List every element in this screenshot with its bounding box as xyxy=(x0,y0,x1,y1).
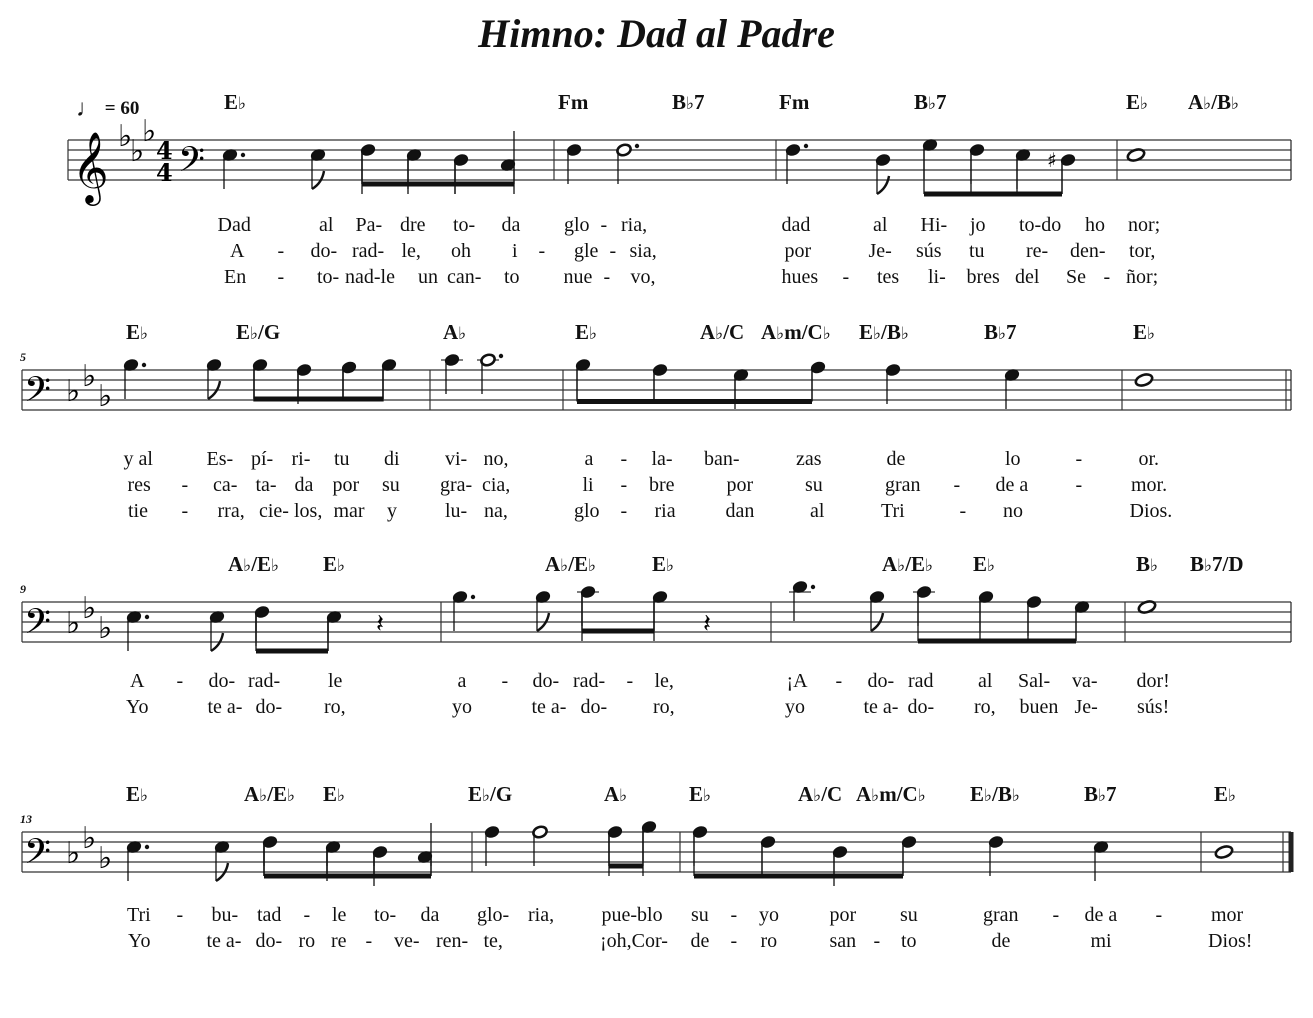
lyric-syllable: i xyxy=(512,240,518,262)
lyric-syllable: ro, xyxy=(324,696,346,718)
lyric-syllable: den- xyxy=(1070,240,1106,262)
lyric-syllable: ro, xyxy=(653,696,675,718)
chord-symbol: E♭ xyxy=(689,782,712,806)
lyric-syllable: tad xyxy=(257,904,282,926)
lyric-syllable: va- xyxy=(1072,670,1098,692)
lyric-syllable: do- xyxy=(907,696,935,718)
lyric-syllable: or. xyxy=(1138,448,1160,470)
lyric-syllable: - xyxy=(277,266,285,288)
chord-symbol: B♭7 xyxy=(984,320,1017,344)
lyric-syllable: da xyxy=(294,474,314,496)
lyric-syllable: su xyxy=(805,474,823,496)
bass-clef-icon: 𝄢 xyxy=(24,601,52,650)
lyric-syllable: do- xyxy=(255,696,283,718)
staff-system-1 xyxy=(0,86,1313,326)
chord-symbol: E♭ xyxy=(652,552,675,576)
lyric-syllable: ria, xyxy=(528,904,555,926)
lyric-syllable: vo, xyxy=(630,266,656,288)
lyric-syllable: le, xyxy=(654,670,674,692)
lyric-syllable: Yo xyxy=(126,696,149,718)
bass-clef-icon: 𝄢 xyxy=(178,139,206,188)
lyric-syllable: sia, xyxy=(629,240,657,262)
lyric-syllable: pue-blo xyxy=(601,904,663,926)
chord-symbol: A♭/E♭ xyxy=(228,552,280,576)
chord-symbol: E♭ xyxy=(323,552,346,576)
lyric-syllable: - xyxy=(1075,474,1083,496)
lyric-syllable: bu- xyxy=(211,904,239,926)
chord-symbol: E♭ xyxy=(224,90,247,114)
lyric-syllable: - xyxy=(277,240,285,262)
lyric-syllable: te, xyxy=(483,930,503,952)
lyric-syllable: y xyxy=(387,500,397,522)
lyric-syllable: - xyxy=(365,930,373,952)
measure-number: 9 xyxy=(20,582,26,596)
lyric-syllable: - xyxy=(603,266,611,288)
lyric-syllable: del xyxy=(1015,266,1040,288)
lyric-syllable: Pa- xyxy=(355,214,383,236)
quarter-rest-icon: 𝄽 xyxy=(703,609,711,639)
lyric-syllable: ri- xyxy=(291,448,311,470)
lyric-syllable: - xyxy=(176,670,184,692)
lyric-syllable: te a- xyxy=(207,696,243,718)
lyric-syllable: - xyxy=(600,214,608,236)
lyric-syllable: da xyxy=(501,214,521,236)
flat-icon: ♭ xyxy=(98,379,113,414)
lyric-syllable: tor, xyxy=(1129,240,1156,262)
lyric-syllable: bres xyxy=(966,266,1000,288)
flat-icon: ♭ xyxy=(66,606,81,641)
lyric-syllable: un xyxy=(418,266,438,288)
bass-clef-icon: 𝄢 xyxy=(24,369,52,418)
lyric-syllable: - xyxy=(181,474,189,496)
lyric-syllable: su xyxy=(691,904,709,926)
lyric-syllable: Sal- xyxy=(1018,670,1051,692)
flat-icon: ♭ xyxy=(118,119,133,154)
lyric-syllable: jo xyxy=(970,214,986,236)
lyric-syllable: - xyxy=(620,474,628,496)
lyric-syllable: dre xyxy=(400,214,426,236)
chord-symbol: E♭/G xyxy=(468,782,513,806)
lyric-syllable: do- xyxy=(310,240,338,262)
lyric-syllable: zas xyxy=(796,448,822,470)
song-title: Himno: Dad al Padre xyxy=(478,11,835,56)
lyric-syllable: dor! xyxy=(1136,670,1170,692)
lyric-syllable: dad xyxy=(781,214,811,236)
treble-clef-icon: 𝄞 xyxy=(72,130,109,203)
lyric-syllable: Dad xyxy=(217,214,251,236)
lyric-syllable: por xyxy=(784,240,812,262)
lyric-syllable: ria xyxy=(654,500,676,522)
lyric-syllable: - xyxy=(1052,904,1060,926)
lyric-syllable: su xyxy=(382,474,400,496)
lyric-syllable: la- xyxy=(651,448,673,470)
chord-symbol: A♭ xyxy=(443,320,467,344)
lyric-syllable: do- xyxy=(255,930,283,952)
lyric-syllable: Tri xyxy=(881,500,905,522)
note-flag xyxy=(877,176,889,194)
lyric-syllable: rad- xyxy=(352,240,385,262)
lyric-syllable: do- xyxy=(867,670,895,692)
lyric-syllable: tu xyxy=(969,240,985,262)
lyric-syllable: de xyxy=(690,930,710,952)
quarter-rest-icon: 𝄽 xyxy=(376,609,384,639)
lyric-syllable: - xyxy=(620,448,628,470)
lyric-syllable: rra, xyxy=(217,500,245,522)
lyric-syllable: te a- xyxy=(206,930,242,952)
lyric-syllable: al xyxy=(319,214,334,236)
dot xyxy=(499,354,503,358)
lyric-syllable: tie xyxy=(128,500,148,522)
lyric-syllable: te a- xyxy=(531,696,567,718)
lyric-syllable: ro, xyxy=(974,696,996,718)
lyric-syllable: - xyxy=(626,670,634,692)
dot xyxy=(804,144,808,148)
lyric-syllable: gran xyxy=(983,904,1019,926)
lyric-syllable: ñor; xyxy=(1126,266,1159,288)
chord-symbol: B♭ xyxy=(1136,552,1159,576)
chord-symbol: A♭/B♭ xyxy=(1188,90,1240,114)
chord-symbol: E♭ xyxy=(126,782,149,806)
lyric-syllable: cia, xyxy=(482,474,511,496)
lyric-syllable: a xyxy=(457,670,467,692)
lyric-syllable: Dios! xyxy=(1208,930,1253,952)
lyric-syllable: mar xyxy=(333,500,365,522)
lyric-syllable: de a xyxy=(1084,904,1118,926)
staff xyxy=(0,86,1313,326)
lyric-syllable: sús xyxy=(916,240,942,262)
flat-icon: ♭ xyxy=(66,836,81,871)
chord-symbol: A♭/E♭ xyxy=(882,552,934,576)
lyric-syllable: ren- xyxy=(436,930,469,952)
lyric-syllable: - xyxy=(1075,448,1083,470)
lyric-syllable: A xyxy=(230,240,245,262)
chord-symbol: B♭7/D xyxy=(1190,552,1244,576)
lyric-syllable: glo- xyxy=(477,904,510,926)
lyric-syllable: al xyxy=(810,500,825,522)
lyric-syllable: re xyxy=(331,930,347,952)
lyric-syllable: oh xyxy=(451,240,471,262)
bass-clef-icon: 𝄢 xyxy=(24,831,52,880)
lyric-syllable: - xyxy=(538,240,546,262)
lyric-syllable: na, xyxy=(484,500,508,522)
lyric-syllable: por xyxy=(829,904,857,926)
staff xyxy=(0,548,1313,788)
lyric-syllable: dan xyxy=(725,500,755,522)
lyric-syllable: Hi- xyxy=(920,214,948,236)
lyric-syllable: do- xyxy=(532,670,560,692)
lyric-syllable: y al xyxy=(123,448,153,470)
lyric-syllable: lo xyxy=(1005,448,1021,470)
lyric-syllable: mor xyxy=(1211,904,1244,926)
flat-icon: ♭ xyxy=(82,359,97,394)
lyric-syllable: - xyxy=(842,266,850,288)
chord-symbol: E♭/G xyxy=(236,320,281,344)
chord-symbol: A♭/E♭ xyxy=(545,552,597,576)
lyric-syllable: al xyxy=(873,214,888,236)
quarter-note-icon: ♩ xyxy=(76,96,100,122)
lyric-syllable: rad xyxy=(908,670,934,692)
lyric-syllable: de a xyxy=(995,474,1029,496)
lyric-syllable: ¡oh,Cor- xyxy=(600,930,668,952)
lyric-syllable: do- xyxy=(208,670,236,692)
chord-symbol: A♭/C xyxy=(798,782,843,806)
lyric-syllable: bre xyxy=(649,474,675,496)
sharp-icon: ♯ xyxy=(1047,148,1057,172)
dot xyxy=(142,363,146,367)
chord-symbol: Fm xyxy=(558,90,589,114)
lyric-syllable: ta- xyxy=(255,474,277,496)
lyric-syllable: Je- xyxy=(1074,696,1098,718)
staff-system-3 xyxy=(0,548,1313,788)
dot xyxy=(145,845,149,849)
lyric-syllable: re- xyxy=(1026,240,1049,262)
lyric-syllable: ria, xyxy=(621,214,648,236)
chord-symbol: E♭/B♭ xyxy=(859,320,909,344)
lyric-syllable: Dios. xyxy=(1129,500,1173,522)
chord-symbol: A♭/E♭ xyxy=(244,782,296,806)
lyric-syllable: al xyxy=(978,670,993,692)
lyric-syllable: le, xyxy=(401,240,421,262)
flat-icon: ♭ xyxy=(98,841,113,876)
lyric-syllable: do- xyxy=(580,696,608,718)
lyric-syllable: a xyxy=(584,448,594,470)
lyric-syllable: ban- xyxy=(704,448,740,470)
flat-icon: ♭ xyxy=(82,821,97,856)
chord-symbol: B♭7 xyxy=(914,90,947,114)
chord-symbol: E♭ xyxy=(323,782,346,806)
lyric-syllable: nor; xyxy=(1128,214,1161,236)
measure-number: 13 xyxy=(20,812,32,826)
lyric-syllable: da xyxy=(420,904,440,926)
lyric-syllable: to- xyxy=(317,266,340,288)
lyric-syllable: de xyxy=(886,448,906,470)
lyric-syllable: ro xyxy=(298,930,316,952)
staff-system-2 xyxy=(0,316,1313,556)
lyric-syllable: glo xyxy=(574,500,600,522)
lyric-syllable: to- xyxy=(453,214,476,236)
lyric-syllable: to xyxy=(504,266,520,288)
dot xyxy=(635,144,639,148)
dot xyxy=(145,615,149,619)
lyric-syllable: ro xyxy=(760,930,778,952)
note-head xyxy=(1214,844,1233,859)
lyric-syllable: ¡A xyxy=(786,670,808,692)
lyric-syllable: res xyxy=(127,474,151,496)
lyric-syllable: buen xyxy=(1019,696,1059,718)
lyric-syllable: glo xyxy=(564,214,590,236)
lyric-syllable: los, xyxy=(294,500,323,522)
lyric-syllable: gra- xyxy=(440,474,473,496)
chord-symbol: A♭m/C♭ xyxy=(761,320,831,344)
flat-icon: ♭ xyxy=(130,134,145,169)
dot xyxy=(241,153,245,157)
lyric-syllable: yo xyxy=(785,696,805,718)
chord-symbol: E♭ xyxy=(1133,320,1156,344)
lyric-syllable: no xyxy=(1003,500,1023,522)
lyric-syllable: to xyxy=(901,930,917,952)
dot xyxy=(471,595,475,599)
chord-symbol: A♭/C xyxy=(700,320,745,344)
lyric-syllable: - xyxy=(176,904,184,926)
lyric-syllable: to- xyxy=(374,904,397,926)
lyric-syllable: ca- xyxy=(213,474,238,496)
lyric-syllable: por xyxy=(726,474,754,496)
lyric-syllable: no, xyxy=(483,448,509,470)
lyric-syllable: te a- xyxy=(863,696,899,718)
note-head xyxy=(1134,372,1153,387)
flat-icon: ♭ xyxy=(98,611,113,646)
lyric-syllable: - xyxy=(620,500,628,522)
lyric-syllable: tu xyxy=(334,448,350,470)
lyric-syllable: - xyxy=(303,904,311,926)
chord-symbol: E♭ xyxy=(575,320,598,344)
chord-symbol: Fm xyxy=(779,90,810,114)
lyric-syllable: Se xyxy=(1066,266,1086,288)
lyric-syllable: gle xyxy=(574,240,599,262)
lyric-syllable: Je- xyxy=(868,240,892,262)
chord-symbol: E♭/B♭ xyxy=(970,782,1020,806)
staff-system-4 xyxy=(0,778,1313,1018)
lyric-syllable: - xyxy=(1103,266,1111,288)
flat-icon: ♭ xyxy=(66,374,81,409)
lyric-syllable: - xyxy=(953,474,961,496)
lyric-syllable: Es- xyxy=(206,448,234,470)
lyric-syllable: nue xyxy=(563,266,593,288)
staff xyxy=(0,778,1313,1018)
lyric-syllable: to-do xyxy=(1019,214,1062,236)
lyric-syllable: san xyxy=(829,930,857,952)
lyric-syllable: sús! xyxy=(1137,696,1170,718)
time-signature-top: 4 xyxy=(156,136,173,165)
lyric-syllable: A xyxy=(130,670,145,692)
chord-symbol: E♭ xyxy=(973,552,996,576)
lyric-syllable: mi xyxy=(1090,930,1112,952)
tempo-value: = 60 xyxy=(104,98,140,119)
chord-symbol: B♭7 xyxy=(672,90,705,114)
lyric-syllable: cie- xyxy=(259,500,289,522)
lyric-syllable: vi- xyxy=(445,448,468,470)
lyric-syllable: yo xyxy=(452,696,472,718)
lyric-syllable: di xyxy=(384,448,400,470)
lyric-syllable: por xyxy=(332,474,360,496)
lyric-syllable: tes xyxy=(877,266,900,288)
lyric-syllable: - xyxy=(835,670,843,692)
lyric-syllable: le xyxy=(332,904,347,926)
lyric-syllable: Yo xyxy=(128,930,151,952)
chord-symbol: E♭ xyxy=(1214,782,1237,806)
lyric-syllable: ve- xyxy=(394,930,420,952)
lyric-syllable: rad- xyxy=(573,670,606,692)
chord-symbol: B♭7 xyxy=(1084,782,1117,806)
chord-symbol: E♭ xyxy=(1126,90,1149,114)
lyric-syllable: - xyxy=(730,930,738,952)
lyric-syllable: nad-le xyxy=(345,266,395,288)
lyric-syllable: - xyxy=(609,240,617,262)
lyric-syllable: - xyxy=(1155,904,1163,926)
lyric-syllable: Tri xyxy=(127,904,151,926)
dot xyxy=(811,585,815,589)
lyric-syllable: li xyxy=(582,474,594,496)
lyric-syllable: de xyxy=(991,930,1011,952)
lyric-syllable: yo xyxy=(759,904,779,926)
lyric-syllable: hues xyxy=(781,266,819,288)
chord-symbol: E♭ xyxy=(126,320,149,344)
lyric-syllable: pí- xyxy=(251,448,274,470)
flat-icon: ♭ xyxy=(142,114,157,149)
lyric-syllable: - xyxy=(730,904,738,926)
lyric-syllable: - xyxy=(873,930,881,952)
lyric-syllable: En xyxy=(224,266,247,288)
lyric-syllable: rad- xyxy=(248,670,281,692)
lyric-syllable: mor. xyxy=(1131,474,1168,496)
lyric-syllable: ho xyxy=(1085,214,1105,236)
lyric-syllable: lu- xyxy=(445,500,468,522)
lyric-syllable: le xyxy=(328,670,343,692)
lyric-syllable: - xyxy=(501,670,509,692)
measure-number: 5 xyxy=(20,350,26,364)
chord-symbol: A♭ xyxy=(604,782,628,806)
time-signature-bottom: 4 xyxy=(156,158,173,187)
chord-symbol: A♭m/C♭ xyxy=(856,782,926,806)
lyric-syllable: - xyxy=(181,500,189,522)
flat-icon: ♭ xyxy=(82,591,97,626)
lyric-syllable: can- xyxy=(447,266,482,288)
lyric-syllable: li- xyxy=(928,266,946,288)
lyric-syllable: gran xyxy=(885,474,921,496)
lyric-syllable: - xyxy=(959,500,967,522)
lyric-syllable: su xyxy=(900,904,918,926)
